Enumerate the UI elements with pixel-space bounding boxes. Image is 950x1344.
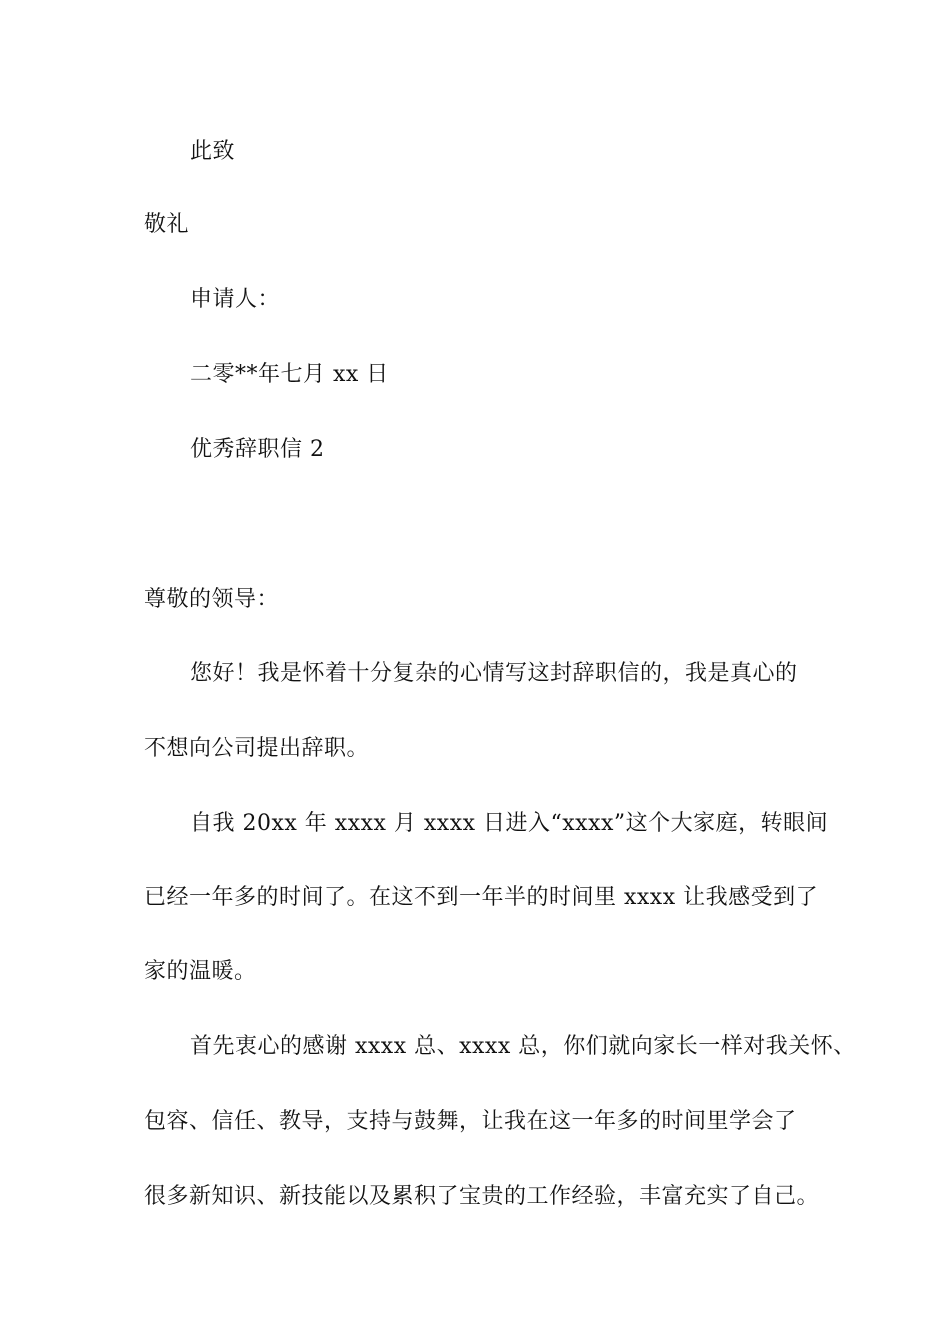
paragraph-line: 不想向公司提出辞职。 [144, 736, 370, 761]
paragraph-line: 首先衷心的感谢 xxxx 总、xxxx 总，你们就向家长一样对我关怀、 [190, 1034, 856, 1059]
paragraph-line: 已经一年多的时间了。在这不到一年半的时间里 xxxx 让我感受到了 [144, 885, 819, 910]
paragraph-line: 很多新知识、新技能以及累积了宝贵的工作经验，丰富充实了自己。 [144, 1184, 820, 1209]
salutation: 尊敬的领导： [144, 587, 280, 612]
closing-jingli: 敬礼 [144, 212, 190, 237]
applicant-label: 申请人： [190, 287, 281, 312]
letter-heading: 优秀辞职信 2 [190, 437, 325, 462]
paragraph-line: 包容、信任、教导，支持与鼓舞，让我在这一年多的时间里学会了 [144, 1109, 797, 1134]
paragraph-line: 您好！我是怀着十分复杂的心情写这封辞职信的，我是真心的 [190, 661, 798, 686]
closing-cizhi: 此致 [190, 139, 236, 164]
paragraph-line: 自我 20xx 年 xxxx 月 xxxx 日进入“xxxx”这个大家庭，转眼间 [190, 811, 829, 836]
paragraph-line: 家的温暖。 [144, 959, 257, 984]
date-line: 二零**年七月 xx 日 [190, 362, 389, 387]
